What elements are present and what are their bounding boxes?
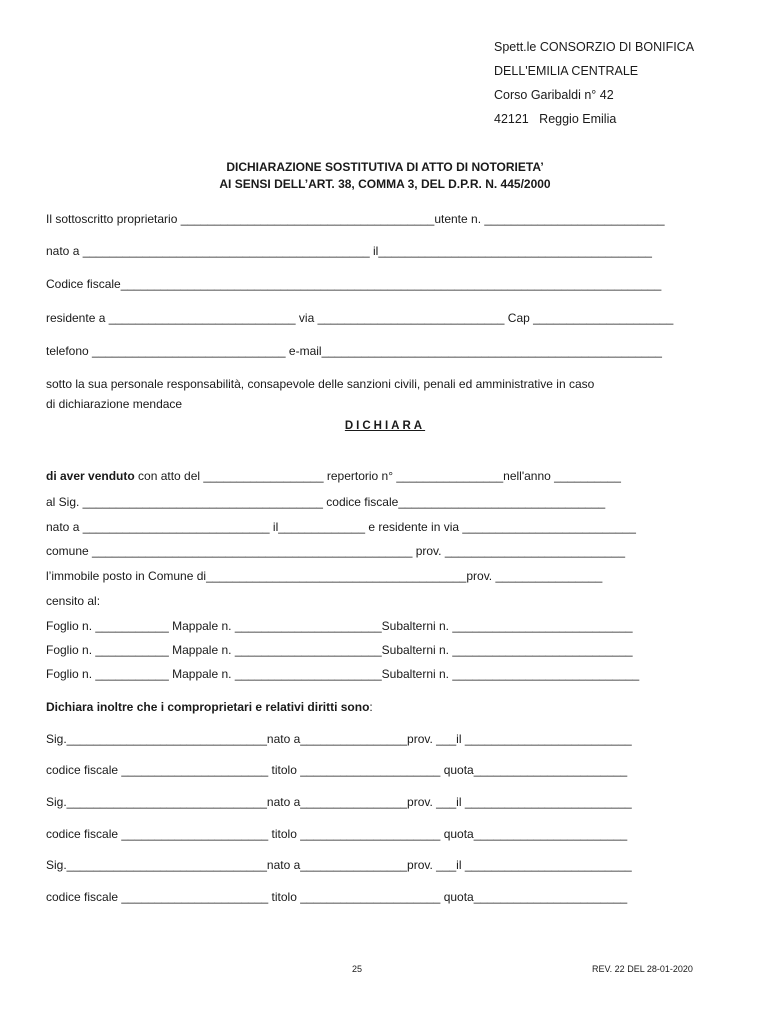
coowner-tax-line: codice fiscale ______________________ titolo _____________________ quota_______________________ xyxy=(46,890,628,904)
recipient-line: 42121 Reggio Emilia xyxy=(494,112,617,126)
coowner-tax-line: codice fiscale ______________________ titolo _____________________ quota_______________________ xyxy=(46,827,628,841)
cadastral-row: Foglio n. ___________ Mappale n. ______________________Subalterni n. ____________________________ xyxy=(46,667,640,681)
contact-line: telefono _____________________________ e-mail___________________________________________________ xyxy=(46,344,662,358)
coowner-tax-line: codice fiscale ______________________ titolo _____________________ quota_______________________ xyxy=(46,763,628,777)
coowner-line: Sig.______________________________nato a________________prov. ___il _________________________ xyxy=(46,858,632,872)
responsibility-line1: sotto la sua personale responsabilità, consapevole delle sanzioni civili, penali ed amministrative in caso xyxy=(46,377,595,391)
dichiara-heading: DICHIARA xyxy=(344,420,426,432)
responsibility-line2: di dichiarazione mendace xyxy=(46,397,183,411)
document-title-line1: DICHIARAZIONE SOSTITUTIVA DI ATTO DI NOTORIETA’ xyxy=(226,160,544,174)
document-title-line2: AI SENSI DELL’ART. 38, COMMA 3, DEL D.P.R. N. 445/2000 xyxy=(219,177,551,191)
sale-bold-text: di aver venduto xyxy=(46,469,135,483)
owner-line: Il sottoscritto proprietario ______________________________________utente n. ___________________________ xyxy=(46,212,665,226)
tax-code-line: Codice fiscale_________________________________________________________________________________ xyxy=(46,277,662,291)
coowners-intro xyxy=(46,699,373,715)
coowner-line: Sig.______________________________nato a________________prov. ___il _________________________ xyxy=(46,795,632,809)
revision-label: REV. 22 DEL 28-01-2020 xyxy=(592,964,693,974)
coowners-rest-text: : xyxy=(369,700,373,714)
residence-line: residente a ____________________________ via ____________________________ Cap _____________________ xyxy=(46,311,674,325)
municipality-line: comune ________________________________________________ prov. ___________________________ xyxy=(46,544,626,558)
recipient-line: Corso Garibaldi n° 42 xyxy=(494,88,614,102)
cadastral-row: Foglio n. ___________ Mappale n. ______________________Subalterni n. ___________________________ xyxy=(46,643,633,657)
coowner-line: Sig.______________________________nato a________________prov. ___il _________________________ xyxy=(46,732,632,746)
cadastral-row: Foglio n. ___________ Mappale n. ______________________Subalterni n. ___________________________ xyxy=(46,619,633,633)
birth-line: nato a ___________________________________________ il_________________________________________ xyxy=(46,244,652,258)
sale-line xyxy=(46,468,621,484)
page-number: 25 xyxy=(352,964,363,974)
sale-rest-text: con atto del __________________ repertorio n° ________________nell'anno __________ xyxy=(134,469,621,483)
buyer-birth-line: nato a ____________________________ il_____________ e residente in via __________________________ xyxy=(46,520,636,534)
recipient-line: DELL'EMILIA CENTRALE xyxy=(494,64,639,78)
coowners-bold-text: Dichiara inoltre che i comproprietari e relativi diritti sono xyxy=(46,700,370,714)
recipient-address xyxy=(494,38,694,134)
cadastral-label: censito al: xyxy=(46,594,101,608)
buyer-line: al Sig. ____________________________________ codice fiscale_______________________________ xyxy=(46,495,606,509)
recipient-line: Spett.le CONSORZIO DI BONIFICA xyxy=(494,40,695,54)
property-line: l’immobile posto in Comune di_______________________________________prov. ________________ xyxy=(46,569,603,583)
